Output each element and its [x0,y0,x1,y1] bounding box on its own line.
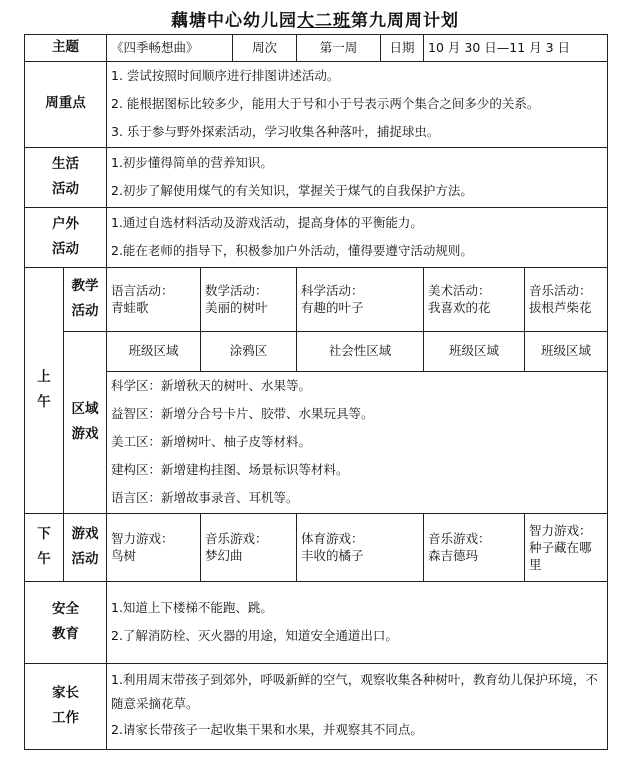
parents-item: 2.请家长带孩子一起收集干果和水果，并观察其不同点。 [111,722,423,738]
activity-type: 语言活动： [111,283,174,299]
life-row [25,147,608,207]
area-content-row [25,371,608,513]
teaching-activity [424,267,525,331]
weekly-plan-table [24,34,608,750]
life-label-2: 活动 [52,181,79,198]
activity-name: 青蛙歌 [111,300,149,316]
parents-label [25,663,107,749]
outdoor-label-1: 户外 [52,215,79,232]
outdoor-row [25,207,608,267]
title-school: 藕塘中心幼儿园 [171,11,297,31]
activity-name: 拔根芦柴花 [529,300,592,316]
parents-row [25,663,608,749]
area-zones-row [25,331,608,371]
life-item: 1.初步懂得简单的营养知识。 [111,155,273,171]
weekly-focus-row [25,61,608,147]
game-activity [107,513,201,581]
games-label-1: 游戏 [71,525,99,542]
safety-label [25,581,107,663]
safety-item: 1.知道上下楼梯不能跑、跳。 [111,600,273,616]
morning-label [25,267,64,513]
zone-cell: 社会性区域 [297,331,424,371]
game-name: 森吉德玛 [428,548,479,564]
area-game-label [64,331,107,513]
game-type: 智力游戏： [529,522,592,538]
game-name: 鸟树 [111,548,137,564]
activity-type: 数学活动： [205,283,268,299]
game-name: 种子藏在哪里 [529,539,592,572]
parents-label-1: 家长 [52,684,79,701]
activity-type: 音乐活动： [529,283,592,299]
area-item: 益智区：新增分合号卡片、胶带、水果玩具等。 [111,406,374,422]
morning-label-2: 午 [37,394,51,411]
zone-cell: 班级区域 [525,331,608,371]
weekly-focus-item: 3. 乐于参与野外探索活动，学习收集各种落叶，捕捉球虫。 [111,124,440,140]
game-activity [525,513,608,581]
parents-content [107,663,608,749]
zone-cell: 涂鸦区 [201,331,297,371]
outdoor-item: 2.能在老师的指导下，积极参加户外活动，懂得要遵守活动规则。 [111,243,473,259]
weekly-focus-content [107,61,608,147]
safety-row [25,581,608,663]
teaching-label [64,267,107,331]
game-type: 体育游戏： [301,531,364,547]
safety-item: 2.了解消防栓、灭火器的用途，知道安全通道出口。 [111,628,398,644]
game-name: 梦幻曲 [205,548,243,564]
activity-name: 我喜欢的花 [428,300,491,316]
life-label [25,147,107,207]
activity-type: 科学活动： [301,283,364,299]
outdoor-label-2: 活动 [52,241,79,258]
area-item: 语言区：新增故事录音、耳机等。 [111,490,299,506]
outdoor-item: 1.通过自选材料活动及游戏活动，提高身体的平衡能力。 [111,215,423,231]
teaching-label-2: 活动 [71,303,99,320]
zone-cell: 班级区域 [107,331,201,371]
week-value: 第一周 [297,35,381,62]
topic-value: 《四季畅想曲》 [107,35,233,62]
game-activity [297,513,424,581]
area-label-1: 区域 [71,400,99,417]
weekly-focus-item: 1. 尝试按照时间顺序进行排图讲述活动。 [111,68,340,84]
outdoor-label [25,207,107,267]
game-name: 丰收的橘子 [301,548,364,564]
life-content [107,147,608,207]
topic-label: 主题 [25,35,107,62]
parents-item: 1.利用周末带孩子到郊外，呼吸新鲜的空气，观察收集各种树叶，教育幼儿保护环境，不随意采摘花草。 [111,672,598,712]
teaching-activity [107,267,201,331]
safety-label-2: 教育 [52,626,79,643]
afternoon-label-2: 午 [37,551,51,568]
teaching-activity [297,267,424,331]
header-row [25,35,608,62]
area-item: 建构区：新增建构挂图、场景标识等材料。 [111,462,349,478]
activity-name: 美丽的树叶 [205,300,268,316]
game-activity [201,513,297,581]
safety-label-1: 安全 [52,600,79,617]
area-item: 美工区：新增树叶、柚子皮等材料。 [111,434,312,450]
parents-label-2: 工作 [52,710,79,727]
activity-name: 有趣的叶子 [301,300,364,316]
game-activity [424,513,525,581]
teaching-activity [201,267,297,331]
title-class: 大二班 [297,11,351,31]
activity-type: 美术活动： [428,283,491,299]
week-label: 周次 [233,35,297,62]
life-label-1: 生活 [52,155,79,172]
teaching-activity [525,267,608,331]
game-type: 智力游戏： [111,531,174,547]
games-label-2: 活动 [71,551,99,568]
game-type: 音乐游戏： [428,531,491,547]
area-label-2: 游戏 [71,426,99,443]
outdoor-content [107,207,608,267]
weekly-focus-label: 周重点 [25,61,107,147]
date-value: 10 月 30 日—11 月 3 日 [424,35,608,62]
games-label [64,513,107,581]
title-week: 第九周周计划 [351,11,459,31]
life-item: 2.初步了解使用煤气的有关知识，掌握关于煤气的自我保护方法。 [111,183,473,199]
morning-label-1: 上 [37,368,51,385]
page-title [0,6,630,31]
area-item: 科学区：新增秋天的树叶、水果等。 [111,378,312,394]
game-type: 音乐游戏： [205,531,268,547]
date-label: 日期 [381,35,424,62]
weekly-focus-item: 2. 能根据图标比较多少，能用大于号和小于号表示两个集合之间多少的关系。 [111,96,540,112]
afternoon-label-1: 下 [37,525,51,542]
afternoon-games-row [25,513,608,581]
zone-cell: 班级区域 [424,331,525,371]
area-content [107,371,608,513]
teaching-label-1: 教学 [71,277,99,294]
teaching-row [25,267,608,331]
afternoon-label [25,513,64,581]
safety-content [107,581,608,663]
